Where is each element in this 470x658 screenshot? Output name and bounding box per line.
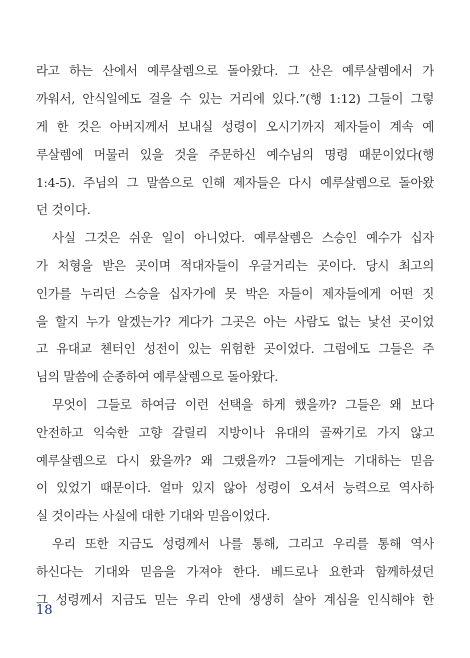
text-line: 이 있었기 때문이다. 얼마 있지 않아 성령이 오셔서 능력으로 역사하 (36, 480, 434, 495)
text-line: 을 할지 누가 알겠는가? 게다가 그곳은 아는 사람도 없는 낯선 곳이었 (36, 314, 434, 329)
text-line: 하신다는 기대와 믿음을 가져야 한다. 베드로나 요한과 함께하셨던 (36, 564, 434, 579)
text-line: 우리 또한 지금도 성령께서 나를 통해, 그리고 우리를 통해 역사 (52, 536, 434, 551)
text-line: 루살렘에 머물러 있을 것을 주문하신 예수님의 명령 때문이었다(행 (36, 147, 434, 162)
text-line: 실 것이라는 사실에 대한 기대와 믿음이었다. (36, 508, 270, 523)
text-line: 님의 말씀에 순종하여 예루살렘으로 돌아왔다. (36, 369, 279, 384)
text-line: 인가를 누리던 스승을 십자가에 못 박은 자들이 제자들에게 어떤 짓 (36, 286, 434, 301)
text-line: 안전하고 익숙한 고향 갈릴리 지방이나 유대의 골짜기로 가지 않고 (36, 425, 434, 440)
page-number: 18 (36, 603, 53, 618)
text-line: 고 유대교 첸터인 성전이 있는 위험한 곳이었다. 그럼에도 그들은 주 (36, 341, 434, 356)
text-line: 예루살렘으로 다시 왔을까? 왜 그랬을까? 그들에게는 기대하는 믿음 (36, 453, 434, 468)
text-line: 가 처형을 받은 곳이며 적대자들이 우글거리는 곳이다. 당시 최고의 (36, 258, 434, 273)
text-line: 까워서, 안식일에도 걸을 수 있는 거리에 있다.”(행 1:12) 그들이 그렇 (36, 91, 434, 106)
text-line: 던 것이다. (36, 202, 91, 217)
text-line: 1:4-5). 주님의 그 말씀으로 인해 제자들은 다시 예루살렘으로 돌아왔 (36, 175, 434, 190)
text-line: 그 성령께서 지금도 믿는 우리 안에 생생히 살아 계심을 인식해야 한 (36, 592, 434, 607)
text-line: 게 한 것은 아버지께서 보내실 성령이 오시기까지 제자들이 계속 예 (36, 119, 434, 134)
text-line: 라고 하는 산에서 예루살렘으로 돌아왔다. 그 산은 예루살렘에서 가 (36, 63, 434, 78)
text-line: 무엇이 그들로 하여금 이런 선택을 하게 했을까? 그들은 왜 보다 (52, 397, 434, 412)
text-line: 사실 그것은 쉬운 일이 아니었다. 예루살렘은 스승인 예수가 십자 (52, 230, 434, 245)
